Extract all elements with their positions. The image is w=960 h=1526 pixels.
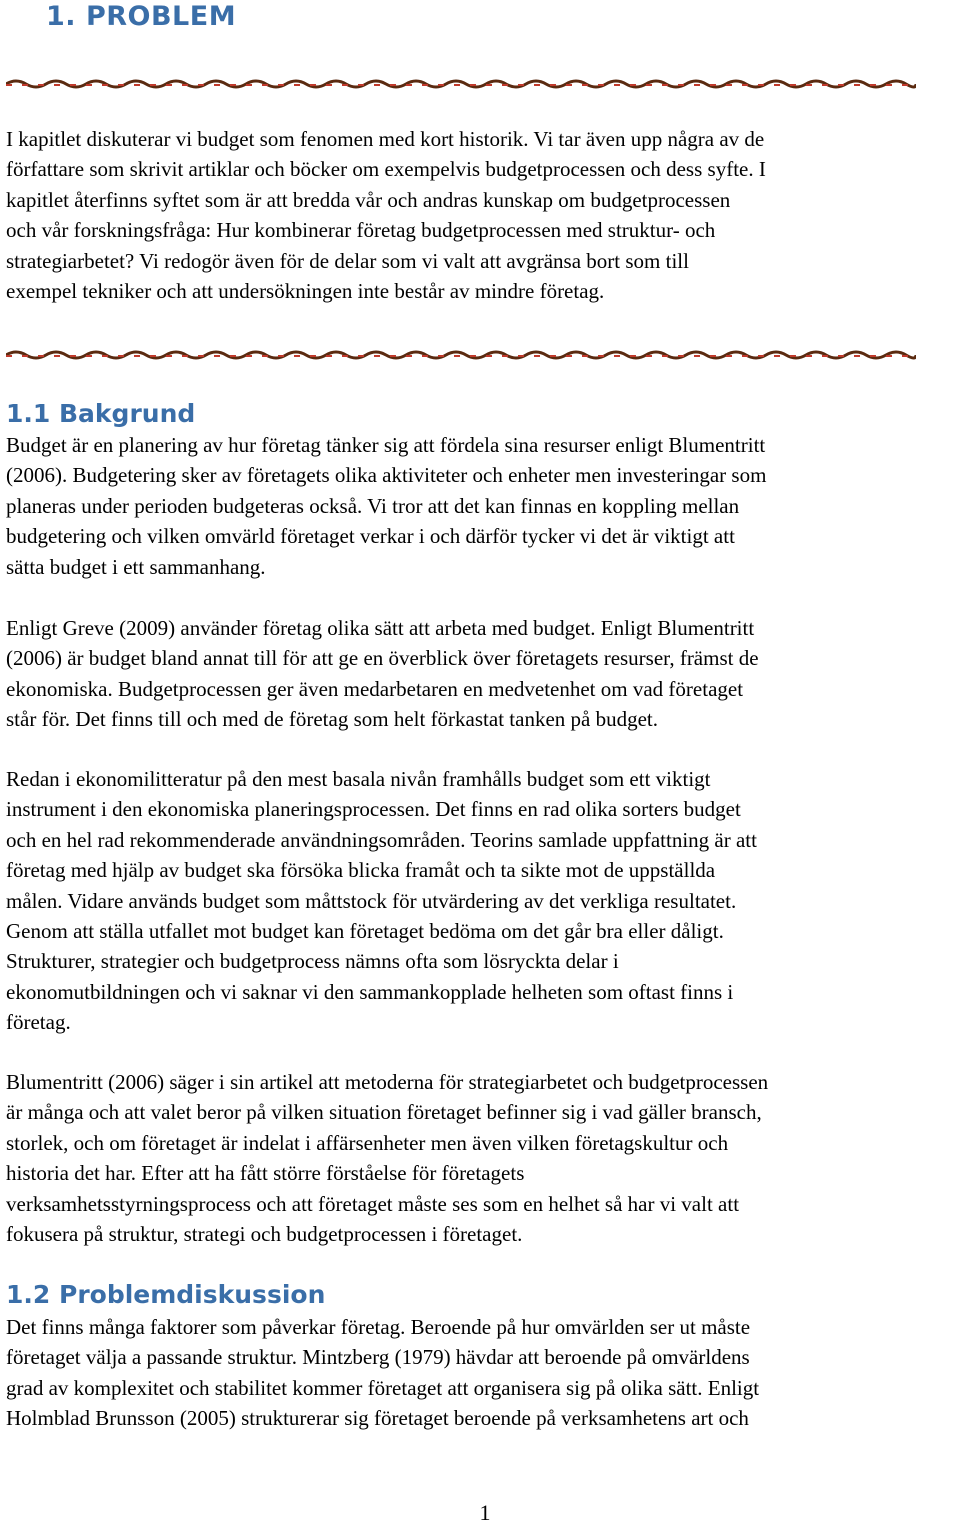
text-line: företaget välja a passande struktur. Mintzberg (1979) hävdar att beroende på omvärldens xyxy=(6,1345,750,1370)
text-line: Det finns många faktorer som påverkar företag. Beroende på hur omvärlden ser ut måste xyxy=(6,1315,751,1339)
text-line: grad av komplexitet och stabilitet kommer företaget att organisera sig på olika sätt. Enligt xyxy=(6,1375,760,1400)
text-line: Blumentritt (2006) säger i sin artikel att metoderna för strategiarbetet och budgetprocessen xyxy=(6,1070,769,1094)
ornamental-divider-middle xyxy=(6,347,916,361)
text-line: Holmblad Brunsson (2005) strukturerar sig företaget beroende på verksamhetens art och xyxy=(6,1406,749,1431)
text-line: Enligt Greve (2009) använder företag olika sätt att arbeta med budget. Enligt Blumentritt xyxy=(6,616,755,640)
text-line: Genom att ställa utfallet mot budget kan företaget bedöma om det går bra eller dåligt. xyxy=(6,919,724,944)
section-heading-bakgrund: 1.1 Bakgrund xyxy=(6,399,196,428)
text-line: fokusera på struktur, strategi och budgetprocessen i företaget. xyxy=(6,1222,523,1247)
text-line: historia det har. Efter att ha fått större förståelse för företagets xyxy=(6,1161,525,1186)
text-line: ekonomutbildningen och vi saknar vi den sammankopplade helheten som oftast finns i xyxy=(6,979,734,1004)
text-line: Redan i ekonomilitteratur på den mest basala nivån framhålls budget som ett viktigt xyxy=(6,767,711,791)
text-line: ekonomiska. Budgetprocessen ger även medarbetaren en medvetenhet om vad företaget xyxy=(6,676,744,701)
text-line: företag. xyxy=(6,1010,71,1035)
ornamental-divider-top xyxy=(6,76,916,90)
text-line: företag med hjälp av budget ska försöka blicka framåt och ta sikte mot de uppställda xyxy=(6,858,716,883)
text-line: I kapitlet diskuterar vi budget som fenomen med kort historik. Vi tar även upp några av de xyxy=(6,127,765,151)
text-line: planeras under perioden budgeteras också. Vi tror att det kan finnas en koppling mellan xyxy=(6,493,740,518)
text-line: instrument i den ekonomiska planeringsprocessen. Det finns en rad olika sorters budget xyxy=(6,797,741,822)
bakgrund-paragraph-3 xyxy=(6,764,960,1038)
page-number: 1 xyxy=(479,1500,491,1525)
text-line: målen. Vidare används budget som måttstock för utvärdering av det verkliga resultatet. xyxy=(6,888,737,913)
chapter-heading: 1. PROBLEM xyxy=(46,1,237,32)
text-line: Strukturer, strategier och budgetprocess nämns ofta som lösryckta delar i xyxy=(6,949,619,974)
text-line: verksamhetsstyrningsprocess och att företaget måste ses som en helhet så har vi valt att xyxy=(6,1191,740,1216)
text-line: står för. Det finns till och med de företag som helt förkastat tanken på budget. xyxy=(6,707,658,732)
bakgrund-paragraph-2 xyxy=(6,613,960,735)
text-line: budgetering och vilken omvärld företaget verkar i och därför tycker vi det är viktigt att xyxy=(6,524,735,549)
intro-paragraph xyxy=(6,124,960,306)
text-line: och vår forskningsfråga: Hur kombinerar företag budgetprocessen med struktur- och xyxy=(6,218,716,243)
text-line: (2006) är budget bland annat till för att ge en överblick över företagets resurser, främst de xyxy=(6,646,759,671)
bakgrund-paragraph-1 xyxy=(6,430,960,582)
text-line: kapitlet återfinns syftet som är att bredda vår och andras kunskap om budgetprocessen xyxy=(6,187,731,212)
section-heading-problemdiskussion: 1.2 Problemdiskussion xyxy=(6,1280,326,1309)
text-line: sätta budget i ett sammanhang. xyxy=(6,554,266,579)
text-line: storlek, och om företaget är indelat i affärsenheter men även vilken företagskultur och xyxy=(6,1130,729,1155)
text-line: Budget är en planering av hur företag tänker sig att fördela sina resurser enligt Blumentritt xyxy=(6,433,766,457)
text-line: strategiarbetet? Vi redogör även för de delar som vi valt att avgränsa bort som till xyxy=(6,248,689,273)
text-line: och en hel rad rekommenderade användningsområden. Teorins samlade uppfattning är att xyxy=(6,827,757,852)
text-line: exempel tekniker och att undersökningen inte består av mindre företag. xyxy=(6,279,605,304)
text-line: (2006). Budgetering sker av företagets olika aktiviteter och enheter men investeringar som xyxy=(6,463,767,488)
text-line: är många och att valet beror på vilken situation företaget befinner sig i vad gäller bransch, xyxy=(6,1100,762,1125)
problemdiskussion-paragraph xyxy=(6,1312,960,1434)
text-line: författare som skrivit artiklar och böcker om exempelvis budgetprocessen och dess syfte. I xyxy=(6,157,766,182)
bakgrund-paragraph-4 xyxy=(6,1067,960,1249)
